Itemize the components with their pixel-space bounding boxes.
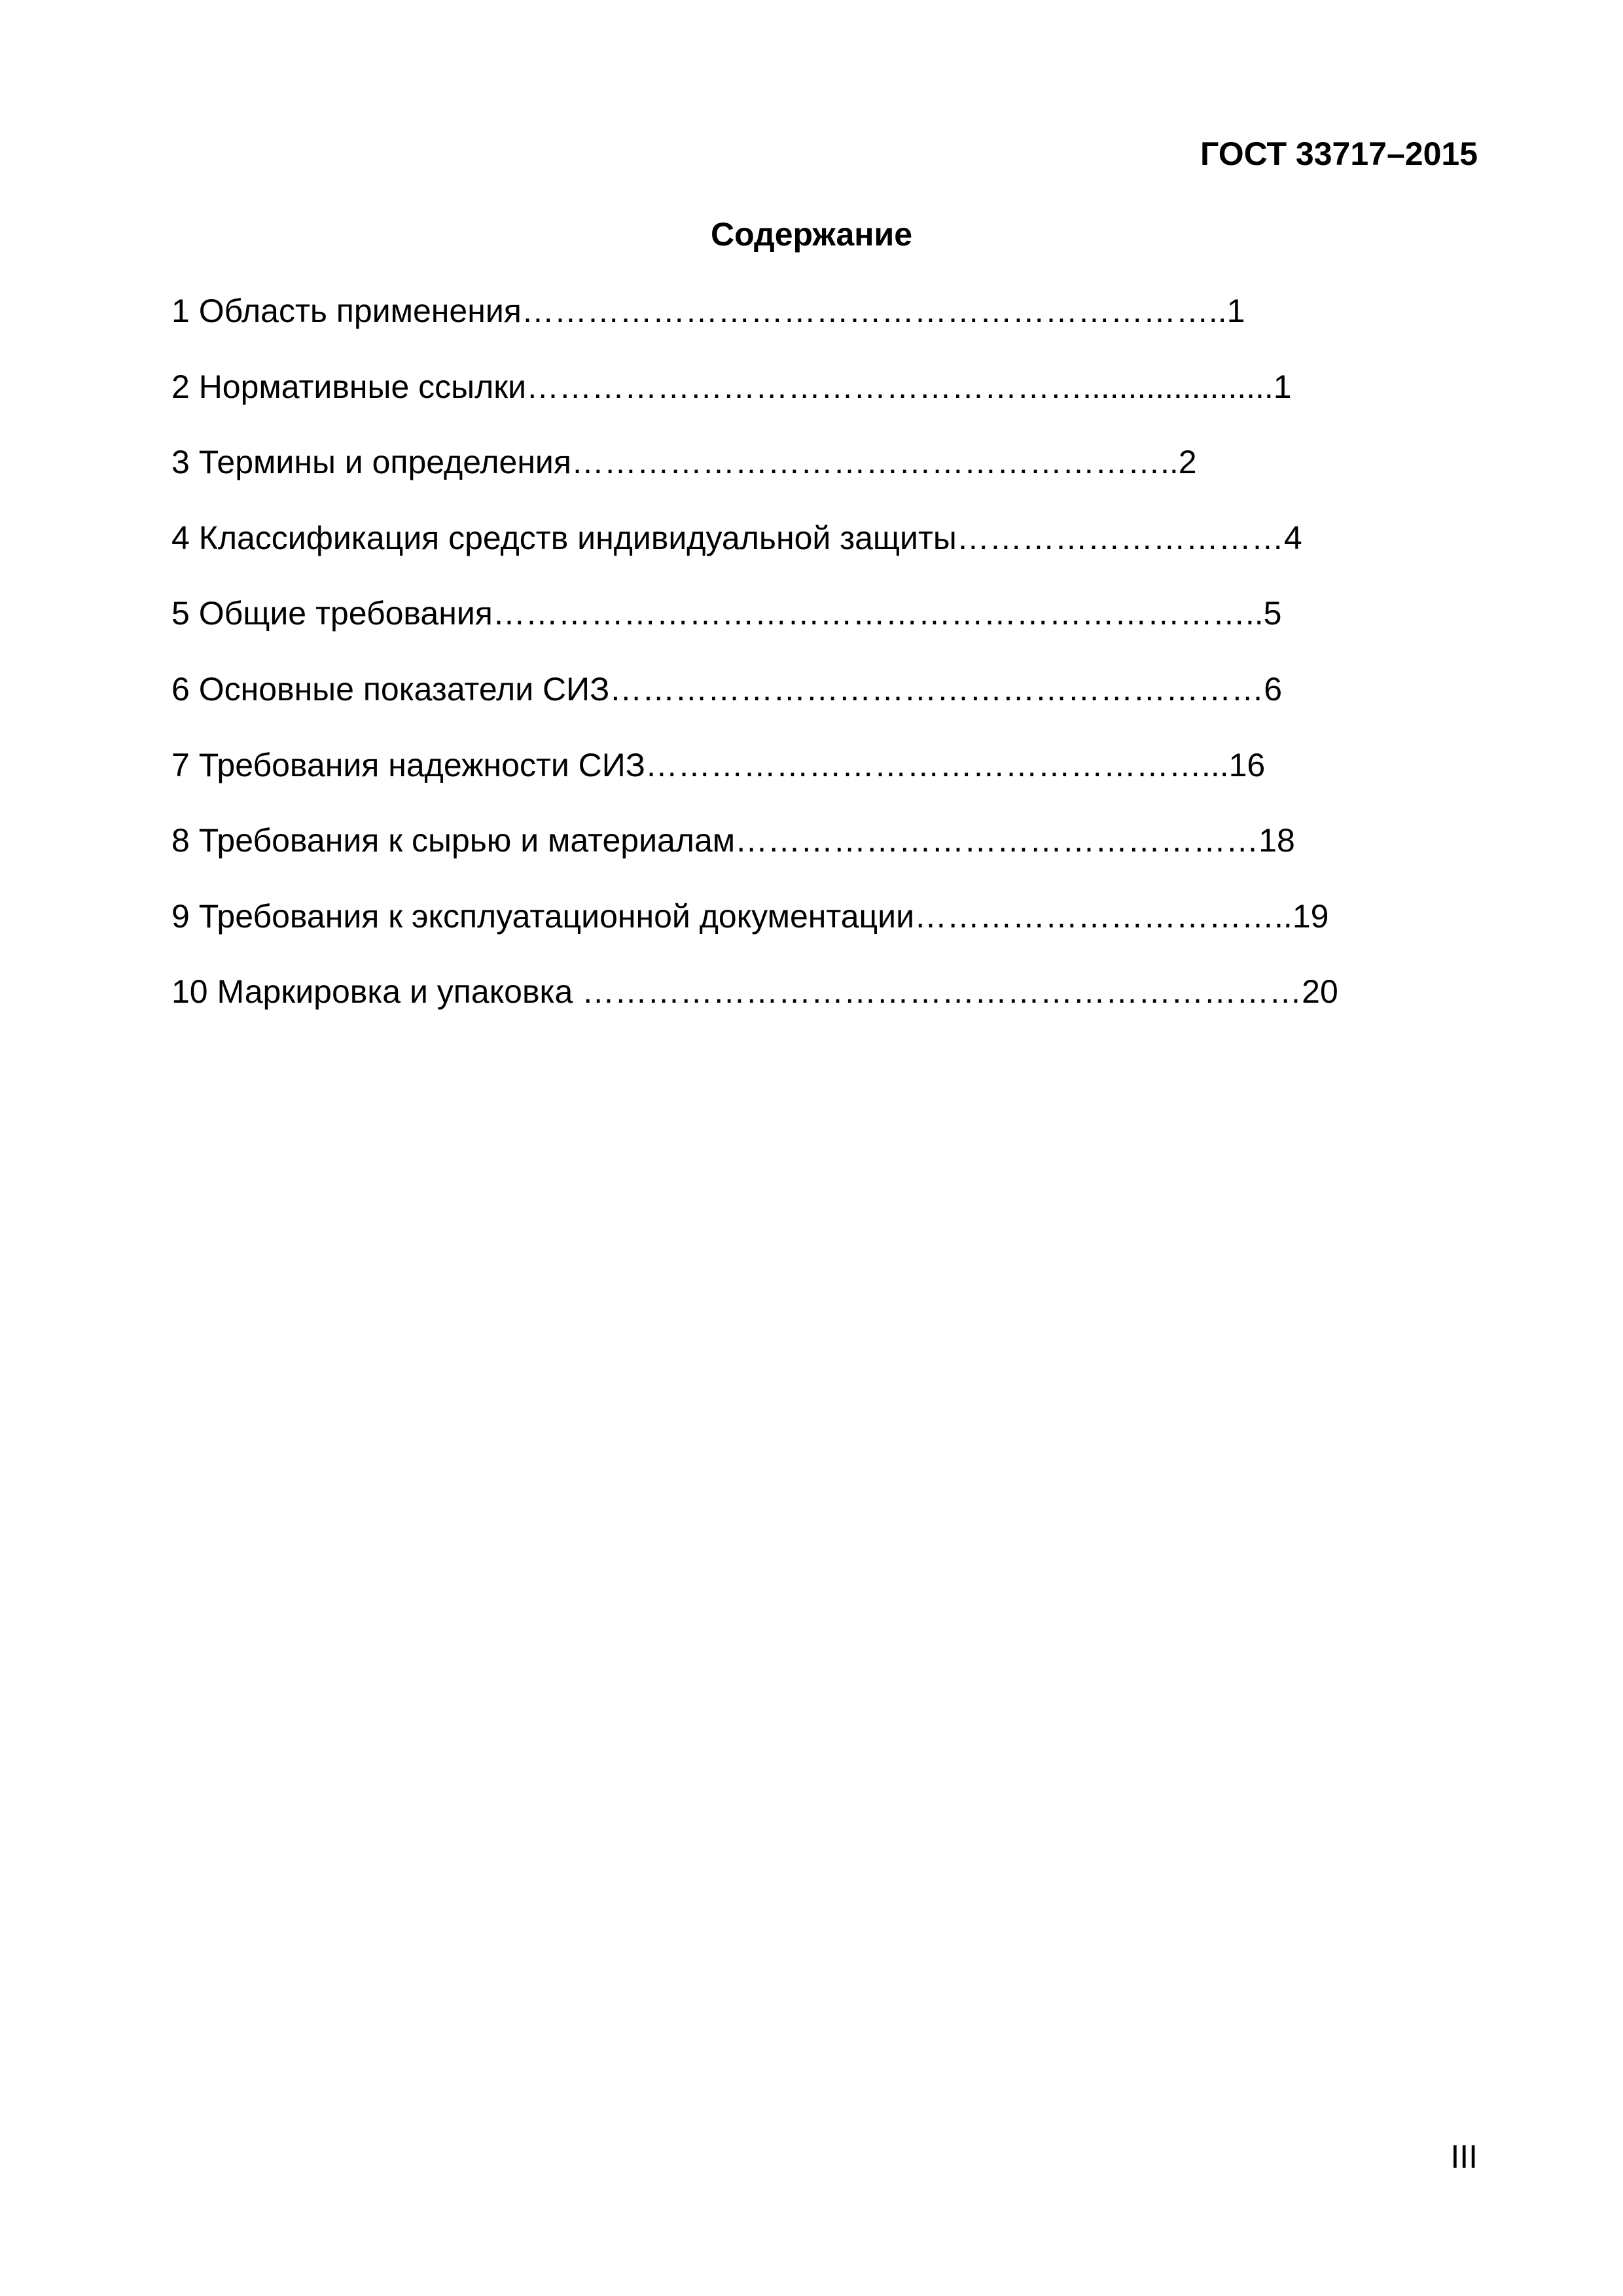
- document-code: ГОСТ 33717–2015: [1200, 135, 1478, 172]
- toc-entry: 9 Требования к эксплуатационной документации……………………………..19: [171, 897, 1329, 935]
- toc-entry: 3 Термины и определения………………………………………………..2: [171, 444, 1197, 481]
- toc-entry: 8 Требования к сырью и материалам…………………………………………18: [171, 822, 1295, 859]
- toc-heading: Содержание: [710, 216, 913, 253]
- toc-entry: 6 Основные показатели СИЗ……………………………………………………6: [171, 670, 1283, 708]
- toc-list: [171, 291, 1349, 1048]
- toc-entry: 1 Область применения………………………………………………………..1: [171, 293, 1245, 329]
- toc-entry: 5 Общие требования……………………………………………………………..5: [171, 595, 1282, 632]
- toc-entry: 10 Маркировка и упаковка …………………………………………………………20: [171, 973, 1338, 1011]
- page-number: III: [1450, 2138, 1478, 2175]
- toc-entry: 4 Классификация средств индивидуальной защиты…………………………4: [171, 519, 1302, 556]
- toc-entry: 2 Нормативные ссылки…………………………………………….....................1: [171, 368, 1292, 405]
- toc-entry: 7 Требования надежности СИЗ……………………………………………...16: [171, 746, 1266, 783]
